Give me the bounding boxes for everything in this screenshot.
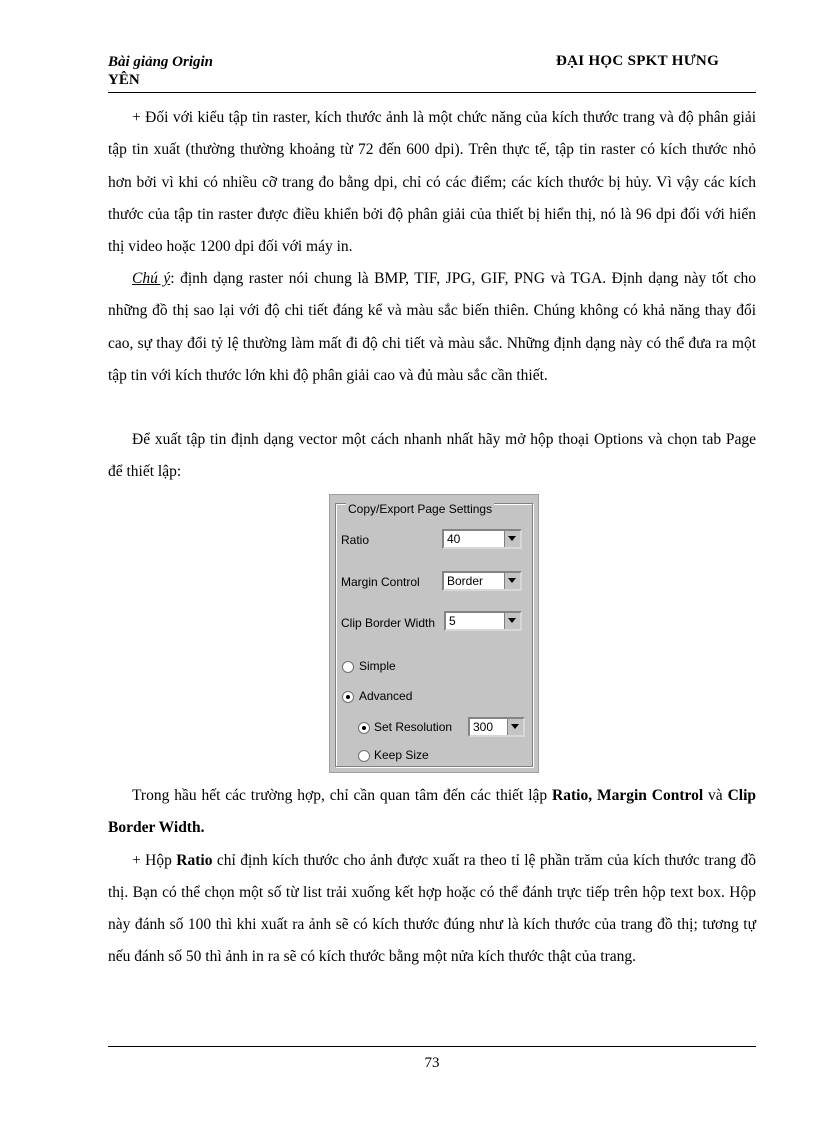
- margin-control-combobox[interactable]: [442, 571, 522, 591]
- set-resolution-label: Set Resolution: [374, 720, 453, 734]
- header-rule: [108, 92, 756, 93]
- margin-control-value: Border: [447, 574, 484, 588]
- text-span: + Hộp: [132, 851, 177, 869]
- ratio-label: Ratio: [341, 533, 370, 547]
- chevron-down-icon[interactable]: [504, 613, 520, 629]
- margin-control-label: Margin Control: [341, 575, 420, 589]
- note-label: Chú ý: [132, 270, 171, 287]
- groupbox-title: Copy/Export Page Settings: [348, 502, 493, 516]
- set-resolution-radio[interactable]: [358, 722, 370, 734]
- bold-term: Clip Border Width.: [108, 787, 756, 837]
- paragraph-settings-summary: [108, 780, 756, 974]
- advanced-label: Advanced: [359, 689, 413, 703]
- paragraph-raster-size: [108, 102, 756, 263]
- paragraph-text: Để xuất tập tin định dạng vector một cách nhanh nhất hãy mở hộp thoại Options và chọn tab Page để thiết lập:: [108, 431, 756, 481]
- keep-size-radio[interactable]: [358, 750, 370, 762]
- paragraph-note: [108, 263, 756, 392]
- chevron-down-icon[interactable]: [504, 573, 520, 589]
- header-title-line2: YÊN: [108, 72, 140, 88]
- page-settings-groupbox: [335, 503, 533, 767]
- bold-term: Ratio, Margin Control: [552, 787, 704, 804]
- chevron-down-icon[interactable]: [504, 531, 520, 547]
- resolution-combobox[interactable]: [468, 717, 525, 737]
- text-span: chỉ định kích thước cho ảnh được xuất ra theo tỉ lệ phần trăm của kích thước trang đồ thị. Bạn có thể chọn một số từ list trải xuống kết hợp hoặc có thể đánh trực tiếp trên hộp text box. Hộp này đánh số 100 thì khi xuất ra ảnh sẽ có kích thước đúng như là kích thước của trang đồ thị; tương tự nếu đánh số 50 thì ảnh in ra sẽ có kích thước bằng một nửa kích thước thật của trang.: [108, 851, 756, 966]
- text-span: và: [703, 787, 728, 804]
- resolution-value: 300: [473, 720, 494, 734]
- header-institution: ĐẠI HỌC SPKT HƯNG: [556, 53, 720, 69]
- clip-border-width-value: 5: [449, 614, 456, 628]
- copy-export-settings-dialog: [329, 494, 539, 773]
- clip-border-width-combobox[interactable]: [444, 611, 522, 631]
- simple-radio[interactable]: [342, 661, 354, 673]
- chevron-down-icon[interactable]: [507, 719, 523, 735]
- bold-term: Ratio: [176, 851, 213, 869]
- footer-rule: [108, 1046, 756, 1047]
- keep-size-label: Keep Size: [374, 748, 429, 762]
- clip-border-width-label: Clip Border Width: [341, 616, 436, 630]
- header-title: Bài giảng Origin: [108, 54, 214, 70]
- ratio-combobox[interactable]: [442, 529, 522, 549]
- note-text: : định dạng raster nói chung là BMP, TIF, JPG, GIF, PNG và TGA. Định dạng này tốt cho những đồ thị sao lại với độ chi tiết đáng kể và màu sắc biến thiên. Chúng không có khả năng thay đổi cao, sự thay đổi tỷ lệ thường làm mất đi độ chi tiết và màu sắc. Những định dạng này có thể đưa ra một tập tin với kích thước lớn khi độ phân giải cao và đủ màu sắc cần thiết.: [108, 270, 757, 384]
- paragraph-text: + Đối với kiểu tập tin raster, kích thước ảnh là một chức năng của kích thước trang và độ phân giải tập tin xuất (thường thường khoảng từ 72 đến 600 dpi). Trên thực tế, tập tin raster có kích thước nhỏ hơn bởi vì khi có nhiều cỡ trang đo bằng dpi, chỉ có các điểm; các kích thước bị hủy. Vì vậy các kích thước của tập tin raster được điều khiển bởi độ phân giải của thiết bị hiển thị, nó là 96 dpi đối với hiển thị video hoặc 1200 dpi đối với máy in.: [108, 109, 756, 256]
- text-span: Trong hầu hết các trường hợp, chỉ cần quan tâm đến các thiết lập: [132, 787, 553, 804]
- header-left: [108, 53, 213, 89]
- simple-label: Simple: [359, 659, 396, 673]
- advanced-radio[interactable]: [342, 691, 354, 703]
- paragraph-ratio: [108, 845, 756, 974]
- page-number: 73: [424, 1055, 440, 1071]
- ratio-value: 40: [447, 532, 461, 546]
- paragraph-vector-export: [108, 424, 756, 489]
